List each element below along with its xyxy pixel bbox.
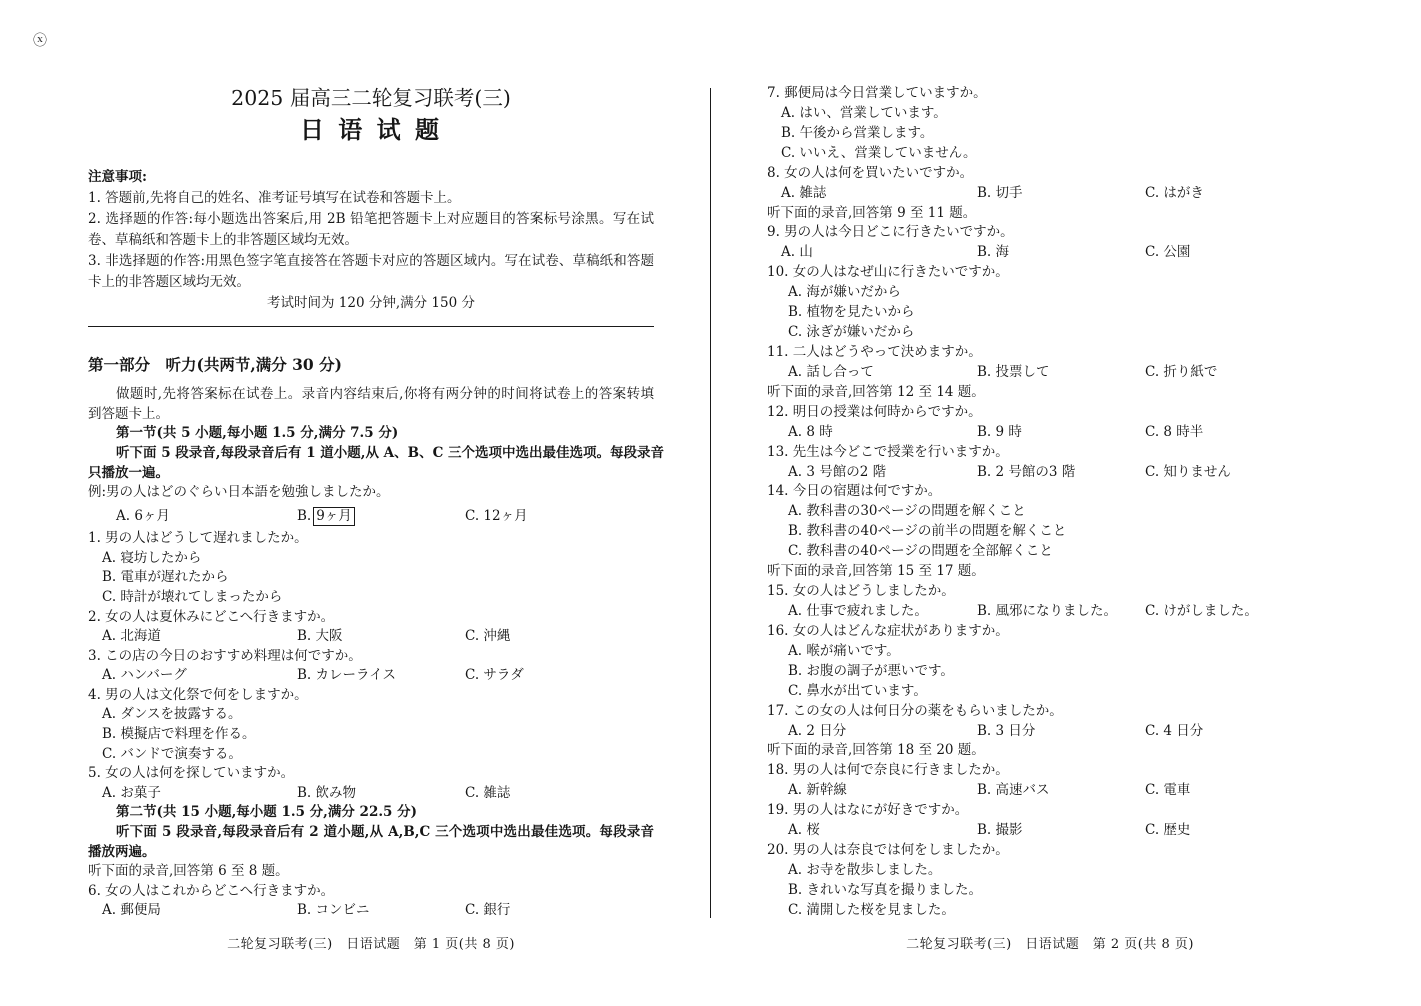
- part-instruction-line: 做题时,先将答案标在试卷上。录音内容结束后,你将有两分钟的时间将试卷上的答案转填: [116, 386, 654, 403]
- question-2-options: [88, 627, 654, 647]
- question-4-option-a: A. ダンスを披露する。: [102, 706, 242, 723]
- question-19-option-c: C. 歴史: [1145, 822, 1191, 839]
- question-13-options: [767, 463, 1347, 483]
- example-option-b-label: B.: [297, 507, 312, 524]
- question-13-stem: 13. 先生は今どこで授業を行いますか。: [767, 443, 1009, 460]
- question-6-option-c: C. 銀行: [465, 902, 511, 919]
- footer-page-1: 二轮复习联考(三) 日语试题 第 1 页(共 8 页): [227, 937, 515, 952]
- question-13-option-b: B. 2 号館の3 階: [977, 463, 1076, 480]
- question-16-option-a: A. 喉が痛いです。: [788, 642, 900, 659]
- notice-line: 2. 选择题的作答:每小题选出答案后,用 2B 铅笔把答题卡上对应题目的答案标号涂黑。写在试: [88, 210, 654, 227]
- question-18-options: [767, 781, 1347, 801]
- group-prompt-18-20: 听下面的录音,回答第 18 至 20 题。: [767, 742, 985, 759]
- question-17-option-a: A. 2 日分: [788, 722, 847, 739]
- question-11-option-c: C. 折り紙で: [1145, 363, 1218, 380]
- question-5-option-a: A. お菓子: [102, 784, 161, 801]
- question-4-option-b: B. 模擬店で料理を作る。: [102, 726, 256, 743]
- exam-title: 2025 届高三二轮复习联考(三): [231, 86, 511, 110]
- question-8-option-c: C. はがき: [1145, 184, 1204, 201]
- question-13-option-c: C. 知りません: [1145, 463, 1231, 480]
- question-8-option-b: B. 切手: [977, 184, 1023, 201]
- question-7-stem: 7. 郵便局は今日営業していますか。: [767, 85, 987, 101]
- question-6-option-a: A. 郵便局: [102, 902, 161, 919]
- header-rule: [88, 326, 654, 328]
- question-11-option-a: A. 話し合って: [788, 363, 874, 380]
- question-8-options: [767, 184, 1347, 204]
- example-answer-box: 9ヶ月: [313, 507, 355, 526]
- group-prompt-9-11: 听下面的录音,回答第 9 至 11 题。: [767, 204, 977, 221]
- question-4-stem: 4. 男の人は文化祭で何をしますか。: [88, 686, 308, 703]
- question-11-option-b: B. 投票して: [977, 363, 1050, 380]
- question-2-option-a: A. 北海道: [102, 628, 161, 645]
- question-10-option-a: A. 海が嫌いだから: [788, 284, 901, 301]
- part-1-heading: 第一部分 听力(共两节,满分 30 分): [88, 355, 342, 374]
- question-14-option-a: A. 教科書の30ページの問題を解くこと: [788, 503, 1026, 520]
- question-19-option-b: B. 撮影: [977, 822, 1023, 839]
- question-12-options: [767, 423, 1347, 443]
- exam-info: 考试时间为 120 分钟,满分 150 分: [267, 294, 475, 311]
- question-10-option-c: C. 泳ぎが嫌いだから: [788, 324, 915, 341]
- section-2-heading: 第二节(共 15 小题,每小题 1.5 分,满分 22.5 分): [116, 804, 418, 821]
- question-19-stem: 19. 男の人はなにが好きですか。: [767, 802, 969, 819]
- footer-page-2: 二轮复习联考(三) 日语试题 第 2 页(共 8 页): [906, 937, 1194, 952]
- example-stem: 例:男の人はどのぐらい日本語を勉強しましたか。: [88, 484, 390, 501]
- question-15-stem: 15. 女の人はどうしましたか。: [767, 583, 955, 600]
- question-20-option-c: C. 満開した桜を見ました。: [788, 901, 955, 918]
- exam-subject: 日 语 试 题: [299, 115, 443, 144]
- question-7-option-a: A. はい、営業しています。: [781, 104, 947, 121]
- notice-block: [88, 167, 654, 314]
- section-1-heading: 第一节(共 5 小题,每小题 1.5 分,满分 7.5 分): [116, 425, 399, 442]
- question-12-option-c: C. 8 時半: [1145, 423, 1204, 440]
- question-18-option-b: B. 高速バス: [977, 782, 1050, 799]
- question-10-option-b: B. 植物を見たいから: [788, 304, 915, 321]
- section-1-instruction-line: 听下面 5 段录音,每段录音后有 1 道小题,从 A、B、C 三个选项中选出最佳选项。每段录音: [116, 444, 665, 461]
- question-7-option-c: C. いいえ、営業していません。: [781, 144, 977, 161]
- question-3-option-a: A. ハンバーグ: [102, 667, 187, 684]
- group-prompt-6-8: 听下面的录音,回答第 6 至 8 题。: [88, 863, 289, 880]
- question-8-stem: 8. 女の人は何を買いたいですか。: [767, 164, 974, 181]
- question-3-option-b: B. カレーライス: [297, 667, 396, 684]
- example-options: [88, 503, 654, 529]
- question-4-option-c: C. バンドで演奏する。: [102, 745, 242, 762]
- question-17-option-b: B. 3 日分: [977, 722, 1036, 739]
- notice-line: 3. 非选择题的作答:用黑色签字笔直接答在答题卡对应的答题区域内。写在试卷、草稿纸和答题: [88, 252, 654, 269]
- question-1-stem: 1. 男の人はどうして遅れましたか。: [88, 530, 308, 547]
- group-prompt-12-14: 听下面的录音,回答第 12 至 14 题。: [767, 383, 985, 400]
- question-16-option-c: C. 鼻水が出ています。: [788, 682, 927, 699]
- question-14-stem: 14. 今日の宿題は何ですか。: [767, 483, 942, 500]
- question-2-stem: 2. 女の人は夏休みにどこへ行きますか。: [88, 608, 335, 625]
- question-3-stem: 3. この店の今日のおすすめ料理は何ですか。: [88, 647, 362, 664]
- section-2-instruction-line: 听下面 5 段录音,每段录音后有 2 道小题,从 A,B,C 三个选项中选出最佳选项。每段录音: [116, 824, 654, 841]
- question-13-option-a: A. 3 号館の2 階: [788, 463, 887, 480]
- question-9-option-c: C. 公園: [1145, 244, 1191, 261]
- example-option-b: [297, 503, 355, 529]
- question-19-option-a: A. 桜: [788, 822, 820, 839]
- question-5-options: [88, 784, 654, 804]
- section-2-instruction-line: 播放两遍。: [88, 843, 156, 860]
- question-16-option-b: B. お腹の調子が悪いです。: [788, 662, 954, 679]
- question-15-option-c: C. けがしました。: [1145, 602, 1258, 619]
- question-9-stem: 9. 男の人は今日どこに行きたいですか。: [767, 224, 1014, 241]
- question-15-option-a: A. 仕事で疲れました。: [788, 602, 928, 619]
- question-12-option-b: B. 9 時: [977, 423, 1022, 440]
- question-6-option-b: B. コンビニ: [297, 902, 370, 919]
- question-11-options: [767, 363, 1347, 383]
- question-9-options: [767, 243, 1347, 263]
- question-20-option-b: B. きれいな写真を撮りました。: [788, 881, 983, 898]
- question-17-stem: 17. この女の人は何日分の薬をもらいましたか。: [767, 702, 1063, 719]
- question-14-option-c: C. 教科書の40ページの問題を全部解くこと: [788, 543, 1053, 560]
- left-column: [88, 385, 665, 921]
- question-5-stem: 5. 女の人は何を探していますか。: [88, 765, 295, 782]
- question-6-stem: 6. 女の人はこれからどこへ行きますか。: [88, 882, 335, 899]
- question-17-option-c: C. 4 日分: [1145, 722, 1204, 739]
- notice-line: 卡上的非答题区域均无效。: [88, 273, 250, 290]
- corner-mark: ⓧ: [33, 33, 47, 49]
- question-15-options: [767, 602, 1347, 622]
- question-15-option-b: B. 風邪になりました。: [977, 602, 1118, 619]
- question-5-option-c: C. 雑誌: [465, 784, 511, 801]
- question-8-option-a: A. 雑誌: [781, 184, 827, 201]
- question-12-option-a: A. 8 時: [788, 423, 833, 440]
- notice-line: 1. 答题前,先将自己的姓名、准考证号填写在试卷和答题卡上。: [88, 189, 461, 206]
- group-prompt-15-17: 听下面的录音,回答第 15 至 17 题。: [767, 563, 985, 580]
- question-2-option-c: C. 沖縄: [465, 628, 511, 645]
- example-option-c: C. 12ヶ月: [465, 507, 528, 524]
- question-6-options: [88, 901, 654, 921]
- question-1-option-a: A. 寝坊したから: [102, 549, 202, 566]
- question-10-stem: 10. 女の人はなぜ山に行きたいですか。: [767, 264, 1009, 281]
- notice-line: 卷、草稿纸和答题卡上的非答题区域均无效。: [88, 231, 358, 248]
- right-column: [767, 84, 1347, 921]
- example-option-a: A. 6ヶ月: [116, 507, 170, 524]
- column-divider: [710, 88, 711, 918]
- section-1-instruction-line: 只播放一遍。: [88, 464, 169, 481]
- notice-heading: 注意事项:: [88, 168, 147, 185]
- question-9-option-b: B. 海: [977, 244, 1010, 261]
- question-20-option-a: A. お寺を散歩しました。: [788, 861, 942, 878]
- question-16-stem: 16. 女の人はどんな症状がありますか。: [767, 622, 1009, 639]
- question-14-option-b: B. 教科書の40ページの前半の問題を解くこと: [788, 523, 1067, 540]
- question-3-options: [88, 666, 654, 686]
- question-1-option-b: B. 電車が遅れたから: [102, 569, 229, 586]
- question-9-option-a: A. 山: [781, 244, 813, 261]
- question-1-option-c: C. 時計が壊れてしまったから: [102, 588, 283, 605]
- question-3-option-c: C. サラダ: [465, 667, 524, 684]
- question-17-options: [767, 722, 1347, 742]
- question-19-options: [767, 821, 1347, 841]
- question-5-option-b: B. 飲み物: [297, 784, 357, 801]
- question-2-option-b: B. 大阪: [297, 628, 343, 645]
- question-7-option-b: B. 午後から営業します。: [781, 124, 934, 141]
- question-12-stem: 12. 明日の授業は何時からですか。: [767, 403, 982, 420]
- question-18-option-a: A. 新幹線: [788, 782, 847, 799]
- part-instruction-line: 到答题卡上。: [88, 405, 169, 422]
- question-18-option-c: C. 電車: [1145, 782, 1191, 799]
- question-20-stem: 20. 男の人は奈良では何をしましたか。: [767, 842, 1009, 859]
- question-11-stem: 11. 二人はどうやって決めますか。: [767, 343, 982, 360]
- question-18-stem: 18. 男の人は何で奈良に行きましたか。: [767, 762, 1009, 779]
